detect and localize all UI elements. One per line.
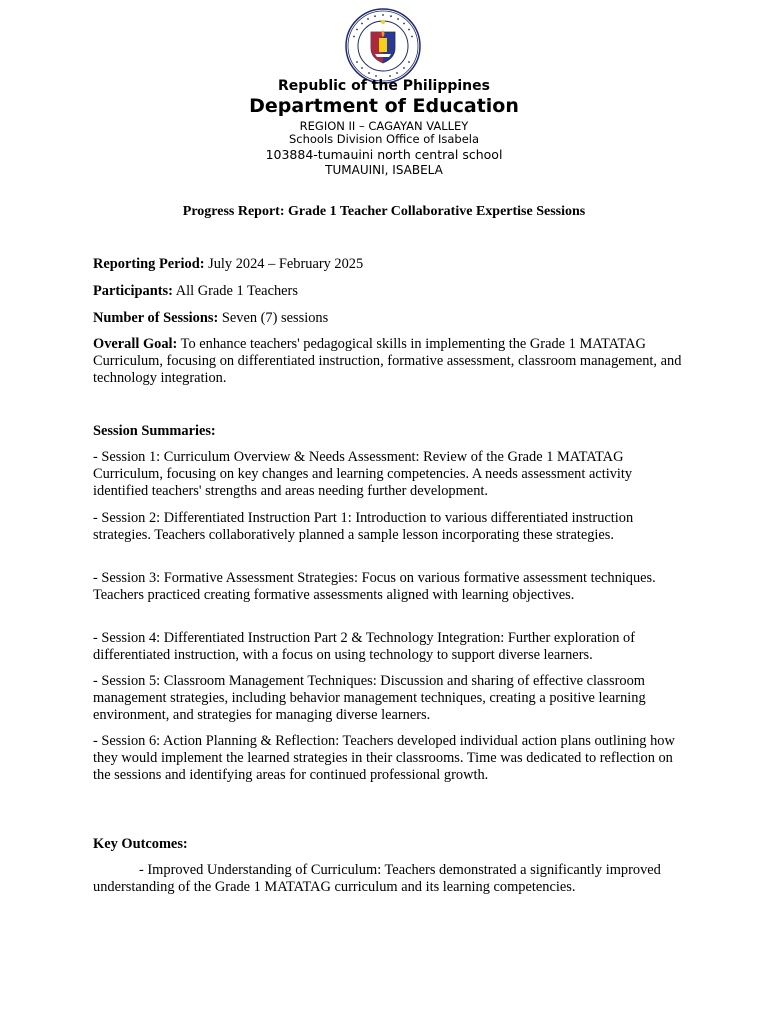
- session-text: - Session 1: Curriculum Overview & Needs Assessment: Review of the Grade 1 MATATAG Curriculum, focusing on key changes and learning competencies. A needs assessment activity identified teachers' strengths and areas needing further development.: [93, 449, 633, 499]
- participants: [93, 283, 683, 300]
- outcome-text: - Improved Understanding of Curriculum: Teachers demonstrated a significantly improved understanding of the Grade 1 MATATAG curriculum and its learning competencies.: [93, 862, 661, 895]
- goal-label: Overall Goal:: [93, 336, 178, 352]
- session-1: [93, 449, 683, 500]
- participants-label: Participants:: [93, 283, 173, 299]
- report-title: Progress Report: Grade 1 Teacher Collaborative Expertise Sessions: [182, 204, 586, 219]
- session-text: - Session 3: Formative Assessment Strategies: Focus on various formative assessment techniques. Teachers practiced creating formative assessments aligned with learning objectives.: [93, 570, 656, 603]
- header-region: REGION II – CAGAYAN VALLEY: [299, 119, 469, 133]
- reporting-period: [93, 256, 683, 273]
- session-4: [93, 630, 683, 664]
- sessions-value: Seven (7) sessions: [218, 310, 329, 326]
- overall-goal: [93, 336, 683, 387]
- session-2: [93, 510, 683, 544]
- key-outcomes-heading: [93, 836, 683, 853]
- header-school: 103884-tumauini north central school: [265, 147, 503, 162]
- header-republic: Republic of the Philippines: [278, 78, 490, 94]
- session-text: - Session 4: Differentiated Instruction Part 2 & Technology Integration: Further exploration of differentiated instruction, with a focus on using technology to support diverse learners.: [93, 630, 635, 663]
- session-3: [93, 570, 683, 604]
- deped-seal-logo: [345, 8, 421, 84]
- session-5: [93, 673, 683, 724]
- session-summaries-heading-text: Session Summaries:: [93, 423, 216, 439]
- header-division: Schools Division Office of Isabela: [288, 132, 480, 146]
- reporting-period-value: July 2024 – February 2025: [204, 256, 364, 272]
- outcome-1: [93, 862, 683, 896]
- header-location: TUMAUINI, ISABELA: [325, 163, 443, 177]
- participants-value: All Grade 1 Teachers: [172, 283, 298, 299]
- number-of-sessions: [93, 310, 683, 327]
- key-outcomes-heading-text: Key Outcomes:: [93, 836, 188, 852]
- sessions-label: Number of Sessions:: [93, 310, 219, 326]
- goal-value: To enhance teachers' pedagogical skills in implementing the Grade 1 MATATAG Curriculum, focusing on differentiated instruction, formative assessment, classroom management, and technology integration.: [93, 336, 682, 386]
- session-text: - Session 2: Differentiated Instruction Part 1: Introduction to various differentiated instruction strategies. Teachers collaboratively planned a sample lesson incorporating these strategies.: [93, 510, 634, 543]
- session-summaries-heading: [93, 423, 683, 440]
- session-text: - Session 6: Action Planning & Reflection: Teachers developed individual action plans outlining how they would implement the learned strategies in their classrooms. Time was dedicated to reflection on the sessions and identifying areas for continued professional growth.: [93, 733, 675, 783]
- reporting-period-label: Reporting Period:: [93, 256, 205, 272]
- header-department: Department of Education: [249, 95, 519, 117]
- session-text: - Session 5: Classroom Management Techniques: Discussion and sharing of effective classroom management strategies, including behavior management techniques, creating a positive learning environment, and strategies for managing diverse learners.: [93, 673, 646, 723]
- session-6: [93, 733, 683, 784]
